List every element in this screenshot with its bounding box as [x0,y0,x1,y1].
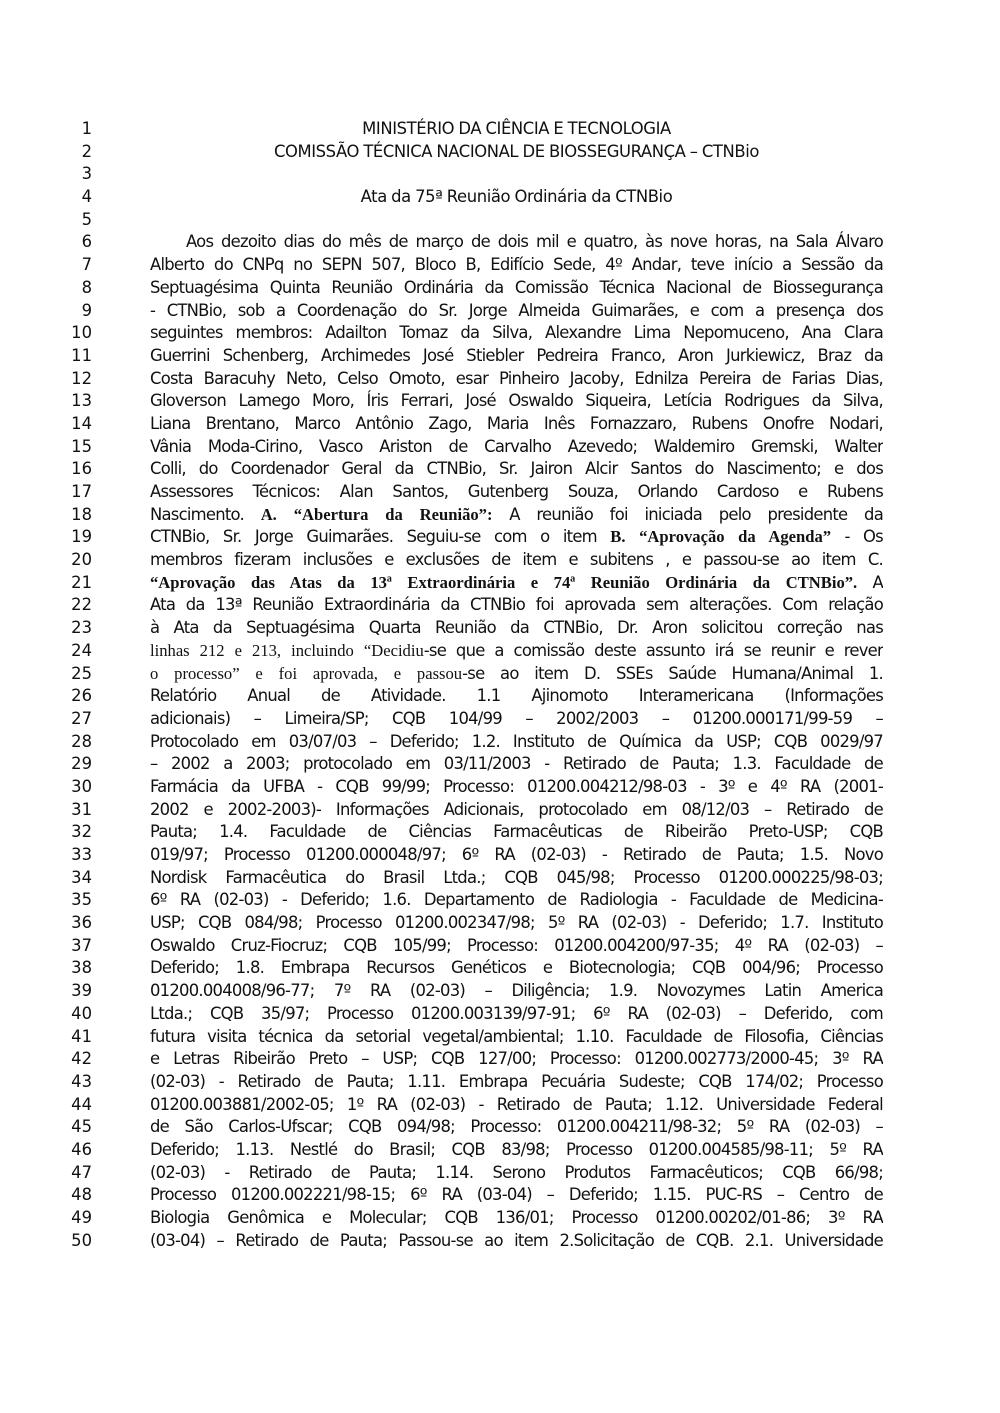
body-text: Protocolado em 03/07/03 – Deferido; 1.2. Instituto de Química da USP; CQB 0029/97 [150,731,883,751]
line-1 [0,118,1000,141]
line-number: 7 [81,255,92,275]
text-run: -se ao item D. SSEs Saúde Humana/Animal 1. [462,663,883,683]
commission-heading: COMISSÃO TÉCNICA NACIONAL DE BIOSSEGURANÇA – CTNBio [273,141,760,161]
text-run: A [857,572,883,592]
line-number: 4 [81,187,92,207]
body-text: e Letras Ribeirão Preto – USP; CQB 127/00; Processo: 01200.002773/2000-45; 3º RA [150,1049,883,1069]
body-text: Septuagésima Quinta Reunião Ordinária da Comissão Técnica Nacional de Biossegurança [150,277,883,297]
line-number: 30 [71,776,92,796]
body-text: Deferido; 1.13. Nestlé do Brasil; CQB 83/98; Processo 01200.004585/98-11; 5º RA [150,1139,883,1159]
line-number: 34 [71,867,92,887]
body-text: Farmácia da UFBA - CQB 99/99; Processo: 01200.004212/98-03 - 3º e 4º RA (2001- [150,776,883,796]
line-20 [0,549,1000,572]
line-50 [0,1230,1000,1253]
section-heading-b: B. “Aprovação da Agenda” [610,527,832,547]
body-text: Gloverson Lamego Moro, Íris Ferrari, José Oswaldo Siqueira, Letícia Rodrigues da Silva, [150,391,883,411]
body-text: (03-04) – Retirado de Pauta; Passou-se ao item 2.Solicitação de CQB. 2.1. Universidade [150,1230,883,1250]
line-49 [0,1207,1000,1230]
line-number: 26 [71,686,92,706]
line-number: 16 [71,459,92,479]
body-text: Nordisk Farmacêutica do Brasil Ltda.; CQB 045/98; Processo 01200.000225/98-03; [150,867,883,887]
line-15 [0,436,1000,459]
body-text: seguintes membros: Adailton Tomaz da Silva, Alexandre Lima Nepomuceno, Ana Clara [150,323,883,343]
body-text: 019/97; Processo 01200.000048/97; 6º RA (02-03) - Retirado de Pauta; 1.5. Novo [150,845,883,864]
line-number: 37 [71,935,92,955]
section-heading-c: “Aprovação das Atas da 13ª Extraordinária e 74ª Reunião Ordinária da CTNBio”. [150,572,858,592]
line-number: 15 [71,436,92,456]
line-number: 20 [71,550,92,570]
body-text: Relatório Anual de Atividade. 1.1 Ajinomoto Interamericana (Informações [150,686,883,706]
body-text: Processo 01200.002221/98-15; 6º RA (03-04) – Deferido; 1.15. PUC-RS – Centro de [150,1185,883,1205]
body-text: Pauta; 1.4. Faculdade de Ciências Farmacêuticas de Ribeirão Preto-USP; CQB [150,822,883,842]
line-39 [0,980,1000,1003]
line-35 [0,889,1000,912]
line-25 [0,663,1000,686]
line-8 [0,277,1000,300]
line-number: 31 [71,799,92,819]
line-27 [0,708,1000,731]
line-number: 27 [71,708,92,728]
line-number: 44 [71,1094,92,1114]
line-number: 9 [81,300,92,320]
line-14 [0,413,1000,436]
body-text: membros fizeram inclusões e exclusões de item e subitens , e passou-se ao item C. [150,550,883,570]
line-19 [0,526,1000,549]
line-number: 33 [71,845,92,864]
line-29 [0,753,1000,776]
line-number: 47 [71,1162,92,1182]
line-30 [0,776,1000,799]
body-text [150,572,883,595]
line-5 [0,209,1000,232]
line-number: 6 [81,232,92,252]
line-34 [0,867,1000,890]
body-text [150,663,883,686]
body-text: Costa Baracuhy Neto, Celso Omoto, esar Pinheiro Jacoby, Ednilza Pereira de Farias Dias, [150,368,883,388]
line-number: 25 [71,663,92,683]
line-32 [0,821,1000,844]
line-number: 19 [71,527,92,547]
text-run: A reunião foi iniciada pelo presidente da [492,504,883,524]
line-47 [0,1162,1000,1185]
line-37 [0,935,1000,958]
line-48 [0,1184,1000,1207]
line-38 [0,957,1000,980]
section-heading-a: A. “Abertura da Reunião”: [260,504,493,524]
text-run: CTNBio, Sr. Jorge Guimarães. Seguiu-se com o item [150,527,611,547]
line-number: 46 [71,1139,92,1159]
line-2 [0,141,1000,164]
line-31 [0,799,1000,822]
line-40 [0,1003,1000,1026]
line-number: 14 [71,413,92,433]
line-23 [0,617,1000,640]
line-number: 45 [71,1117,92,1137]
line-number: 18 [71,504,92,524]
body-text: Biologia Genômica e Molecular; CQB 136/01; Processo 01200.00202/01-86; 3º RA [150,1208,883,1227]
line-11 [0,345,1000,368]
line-number: 22 [71,595,92,615]
ministry-heading: MINISTÉRIO DA CIÊNCIA E TECNOLOGIA [362,119,671,138]
body-text: Colli, do Coordenador Geral da CTNBio, Sr. Jairon Alcir Santos do Nascimento; e dos [150,459,883,479]
line-10 [0,322,1000,345]
line-number: 36 [71,913,92,933]
line-number: 3 [81,164,92,184]
line-number: 13 [71,391,92,411]
line-number: 1 [81,119,92,138]
body-text [150,640,883,663]
line-number: 35 [71,890,92,910]
text-run: - Os [831,527,883,547]
line-21 [0,572,1000,595]
line-number: 42 [71,1049,92,1069]
line-44 [0,1094,1000,1117]
line-26 [0,685,1000,708]
line-46 [0,1139,1000,1162]
line-36 [0,912,1000,935]
body-text: Vânia Moda-Cirino, Vasco Ariston de Carvalho Azevedo; Waldemiro Gremski, Walter [150,436,883,456]
line-42 [0,1048,1000,1071]
body-text: Guerrini Schenberg, Archimedes José Stiebler Pedreira Franco, Aron Jurkiewicz, Braz da [150,345,883,365]
line-number: 48 [71,1185,92,1205]
line-number: 29 [71,754,92,774]
line-41 [0,1026,1000,1049]
body-text: (02-03) - Retirado de Pauta; 1.14. Serono Produtos Farmacêuticos; CQB 66/98; [150,1162,883,1182]
body-text: Assessores Técnicos: Alan Santos, Gutenberg Souza, Orlando Cardoso e Rubens [150,482,883,501]
body-text [150,504,883,527]
body-text: Ltda.; CQB 35/97; Processo 01200.003139/97-91; 6º RA (02-03) – Deferido, com [150,1003,883,1023]
body-text: USP; CQB 084/98; Processo 01200.002347/98; 5º RA (02-03) - Deferido; 1.7. Instituto [150,913,883,933]
line-number: 32 [71,822,92,842]
body-text: 01200.004008/96-77; 7º RA (02-03) – Diligência; 1.9. Novozymes Latin America [150,981,883,1001]
body-text: Alberto do CNPq no SEPN 507, Bloco B, Edifício Sede, 4º Andar, teve início a Sessão da [150,255,883,275]
line-number: 43 [71,1071,92,1091]
numbered-lines [0,118,1000,1252]
line-number: 24 [71,640,92,660]
line-43 [0,1071,1000,1094]
text-run: -se que a comissão deste assunto irá se reunir e rever [423,640,883,660]
body-text: Liana Brentano, Marco Antônio Zago, Maria Inês Fornazzaro, Rubens Onofre Nodari, [150,413,883,433]
body-text: – 2002 a 2003; protocolado em 03/11/2003 - Retirado de Pauta; 1.3. Faculdade de [150,754,883,774]
body-text [150,526,883,549]
body-text: 2002 e 2002-2003)- Informações Adicionais, protocolado em 08/12/03 – Retirado de [150,799,883,819]
line-number: 50 [71,1230,92,1250]
line-4 [0,186,1000,209]
document-title: Ata da 75ª Reunião Ordinária da CTNBio [360,187,673,207]
line-12 [0,368,1000,391]
line-17 [0,481,1000,504]
body-text: Deferido; 1.8. Embrapa Recursos Genéticos e Biotecnologia; CQB 004/96; Processo [150,958,883,978]
line-28 [0,731,1000,754]
body-text: 6º RA (02-03) - Deferido; 1.6. Departamento de Radiologia - Faculdade de Medicina- [150,890,883,910]
body-text: Ata da 13ª Reunião Extraordinária da CTNBio foi aprovada sem alterações. Com relação [150,595,883,615]
line-number: 11 [71,345,92,365]
line-number: 28 [71,731,92,751]
line-24 [0,640,1000,663]
body-text: Aos dezoito dias do mês de março de dois mil e quatro, às nove horas, na Sala Álvaro [186,232,883,252]
line-number: 40 [71,1003,92,1023]
line-number: 39 [71,981,92,1001]
line-number: 10 [71,323,92,343]
line-number: 8 [81,277,92,297]
line-number: 17 [71,482,92,501]
line-22 [0,594,1000,617]
line-number: 38 [71,958,92,978]
text-run: Nascimento. [150,504,261,524]
line-6 [0,231,1000,254]
body-text: à Ata da Septuagésima Quarta Reunião da CTNBio, Dr. Aron solicitou correção nas [150,618,883,638]
text-run-serif: linhas 212 e 213, incluindo “Decidiu [150,640,424,660]
text-run-serif: o processo” e foi aprovada, e passou [150,663,463,683]
body-text: Oswaldo Cruz-Fiocruz; CQB 105/99; Processo: 01200.004200/97-35; 4º RA (02-03) – [150,935,883,955]
body-text: - CTNBio, sob a Coordenação do Sr. Jorge Almeida Guimarães, e com a presença dos [150,300,883,320]
line-16 [0,458,1000,481]
line-3 [0,163,1000,186]
body-text: de São Carlos-Ufscar; CQB 094/98; Processo: 01200.004211/98-32; 5º RA (02-03) – [150,1117,883,1137]
line-number: 5 [81,209,92,229]
line-7 [0,254,1000,277]
line-18 [0,504,1000,527]
body-text: 01200.003881/2002-05; 1º RA (02-03) - Retirado de Pauta; 1.12. Universidade Federal [150,1094,883,1114]
line-13 [0,390,1000,413]
line-number: 49 [71,1208,92,1227]
body-text: (02-03) - Retirado de Pauta; 1.11. Embrapa Pecuária Sudeste; CQB 174/02; Processo [150,1071,883,1091]
body-text: adicionais) – Limeira/SP; CQB 104/99 – 2002/2003 – 01200.000171/99-59 – [150,708,883,728]
line-9 [0,300,1000,323]
line-33 [0,844,1000,867]
line-number: 12 [71,368,92,388]
line-number: 41 [71,1026,92,1046]
line-number: 2 [81,141,92,161]
body-text: futura visita técnica da setorial vegetal/ambiental; 1.10. Faculdade de Filosofia, Ciências [150,1026,883,1046]
line-number: 21 [71,572,92,592]
line-45 [0,1116,1000,1139]
line-number: 23 [71,618,92,638]
